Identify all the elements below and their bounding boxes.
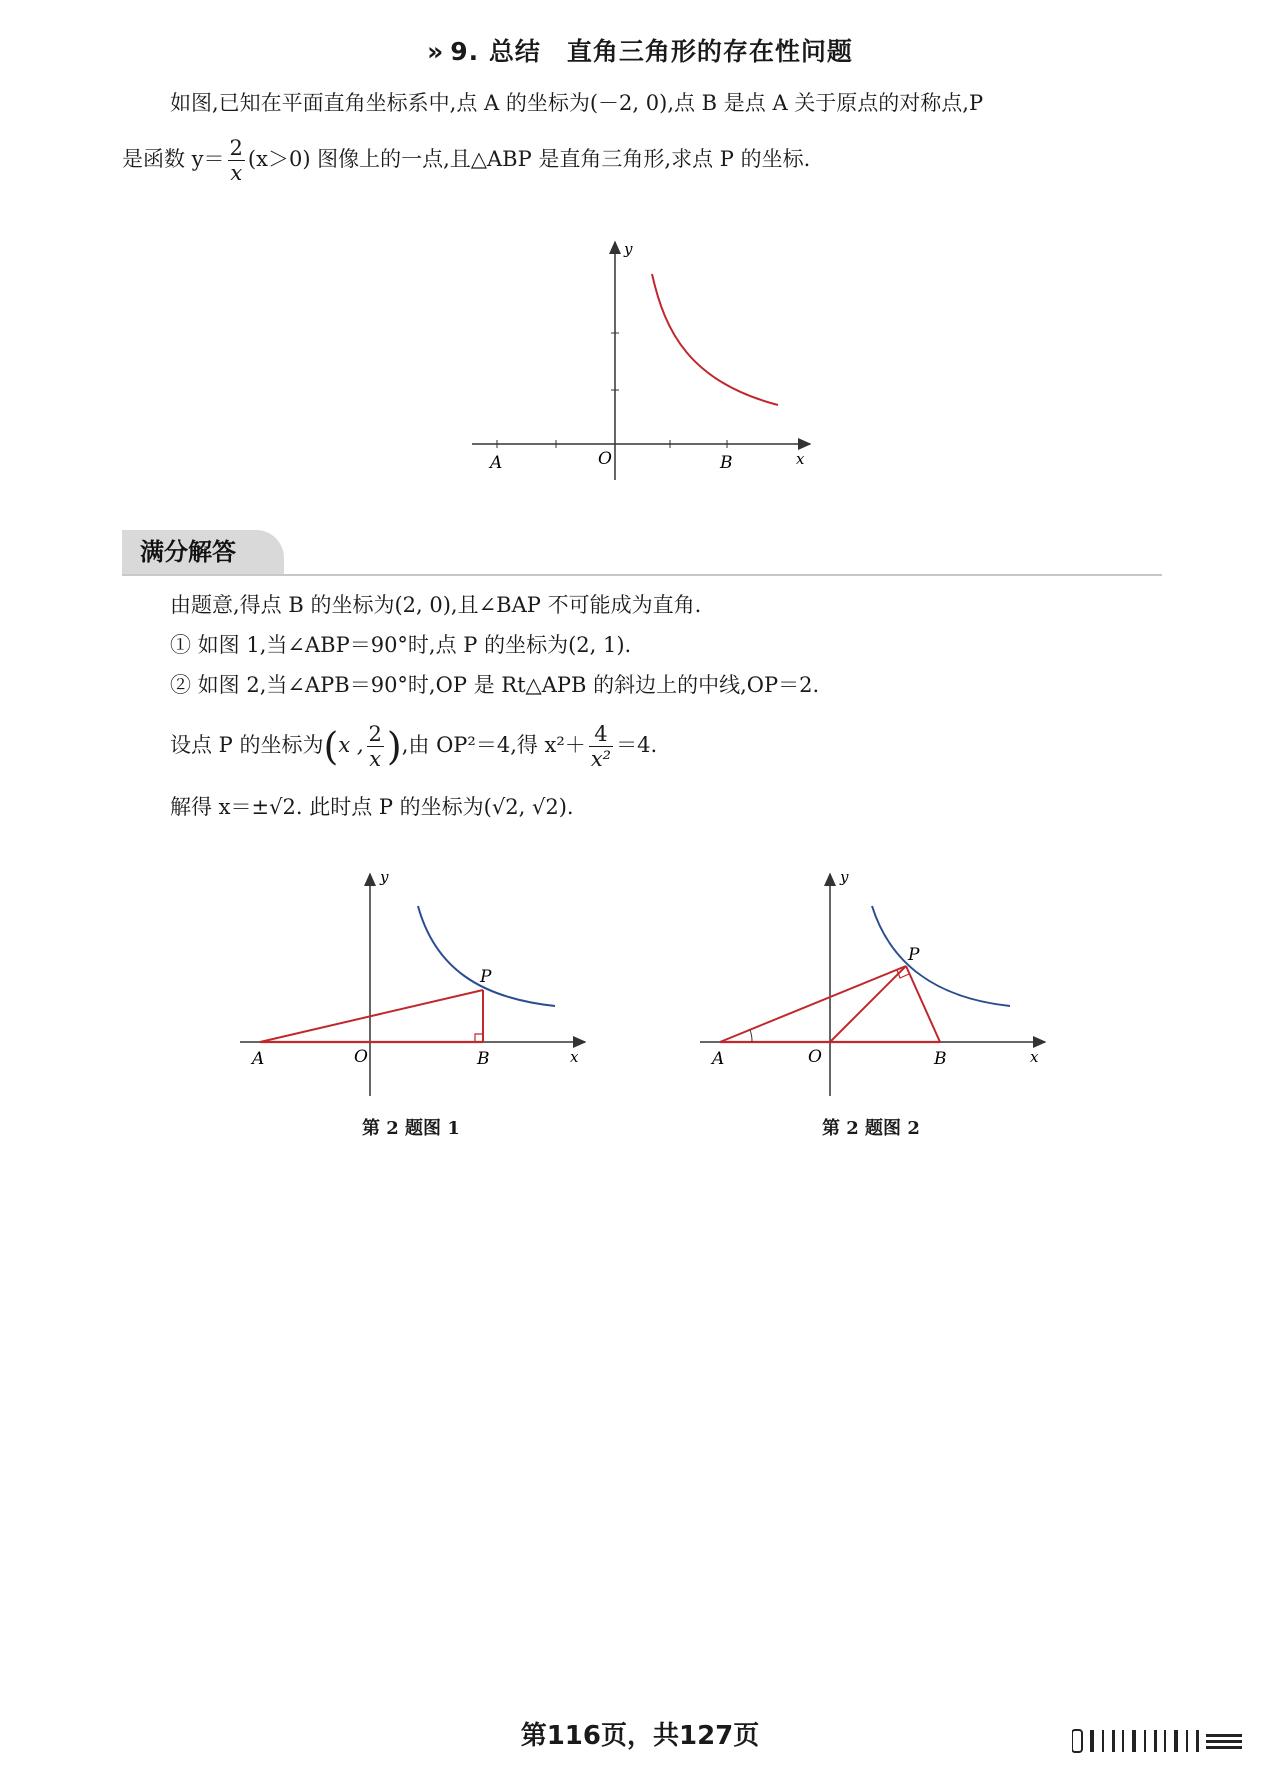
problem-figure bbox=[460, 232, 820, 492]
problem-line-2-post: (x＞0) 图像上的一点,且△ABP 是直角三角形,求点 P 的坐标. bbox=[247, 147, 811, 171]
right-angle-mark bbox=[897, 970, 909, 978]
point-a-label: A bbox=[252, 1049, 265, 1069]
right-angle-mark bbox=[475, 1034, 483, 1042]
side-ap bbox=[720, 966, 906, 1042]
y-label: y bbox=[840, 868, 849, 886]
section-divider bbox=[122, 574, 1162, 576]
fraction-numerator: 2 bbox=[229, 136, 243, 160]
fraction-denominator: x bbox=[369, 747, 382, 771]
chevron-icon: » bbox=[427, 37, 445, 66]
hyperbola-curve bbox=[652, 274, 778, 405]
origin-label: O bbox=[598, 449, 612, 469]
point-b-label: B bbox=[720, 453, 733, 473]
solution-line-4-post: ＝4. bbox=[616, 733, 658, 757]
barcode-icon bbox=[1072, 1728, 1252, 1754]
x-label: x bbox=[1030, 1048, 1039, 1066]
point-p-label: P bbox=[480, 967, 492, 987]
solution-line-5: 解得 x＝±√2. 此时点 P 的坐标为(√2, √2). bbox=[170, 795, 574, 819]
solution-line-4-mid: ,由 OP²＝4,得 x²＋ bbox=[401, 733, 586, 757]
problem-line-1: 如图,已知在平面直角坐标系中,点 A 的坐标为(－2, 0),点 B 是点 A 关于原点的对称点,P bbox=[170, 91, 984, 115]
solution-line-4-pre: 设点 P 的坐标为 bbox=[170, 733, 324, 757]
fraction-denominator: x bbox=[230, 161, 243, 185]
figure-2 bbox=[690, 868, 1060, 1100]
hyperbola-curve bbox=[418, 906, 555, 1006]
point-a-label: A bbox=[490, 453, 503, 473]
problem-line-2 bbox=[122, 136, 810, 185]
figure-2-caption: 第 2 题图 2 bbox=[822, 1118, 920, 1139]
segment-op bbox=[830, 966, 906, 1042]
point-b-label: B bbox=[934, 1049, 947, 1069]
title-text: 9. 总结 直角三角形的存在性问题 bbox=[450, 37, 853, 66]
fraction-numerator: 4 bbox=[589, 722, 613, 747]
point-b-label: B bbox=[477, 1049, 490, 1069]
x-label: x bbox=[796, 450, 805, 468]
fraction-2-over-x bbox=[228, 136, 245, 185]
page-number: 第116页，共127页 bbox=[520, 1721, 760, 1751]
section-header: 满分解答 bbox=[122, 530, 284, 574]
fraction-denominator: x² bbox=[590, 747, 612, 771]
point-p-label: P bbox=[908, 945, 920, 965]
figure-1-caption: 第 2 题图 1 bbox=[362, 1118, 460, 1139]
y-label: y bbox=[380, 868, 389, 886]
fraction-4-over-x2 bbox=[589, 722, 613, 771]
point-a-label: A bbox=[712, 1049, 725, 1069]
origin-label: O bbox=[808, 1047, 822, 1067]
solution-line-4-x: x , bbox=[338, 733, 364, 757]
y-label: y bbox=[624, 240, 633, 258]
solution-line-1: 由题意,得点 B 的坐标为(2, 0),且∠BAP 不可能成为直角. bbox=[170, 593, 702, 617]
fraction-numerator: 2 bbox=[368, 722, 382, 746]
figure-1 bbox=[230, 868, 600, 1100]
origin-label: O bbox=[354, 1047, 368, 1067]
x-label: x bbox=[570, 1048, 579, 1066]
hyperbola-curve bbox=[872, 906, 1010, 1006]
angle-arc bbox=[750, 1030, 752, 1042]
fraction-2-over-x-solution bbox=[367, 722, 384, 771]
solution-line-2: ① 如图 1,当∠ABP＝90°时,点 P 的坐标为(2, 1). bbox=[170, 633, 632, 657]
solution-line-4: 设点 P 的坐标为(x , $\frac{2}{x}$ ),由 OP²＝4,得 x²＋ $\frac{4}{\text{x²}}$ ＝4. bbox=[170, 722, 658, 771]
side-ap bbox=[260, 990, 483, 1042]
problem-line-2-pre: 是函数 y＝ bbox=[122, 147, 225, 171]
page-title bbox=[0, 32, 1280, 68]
solution-line-3: ② 如图 2,当∠APB＝90°时,OP 是 Rt△APB 的斜边上的中线,OP＝2. bbox=[170, 673, 820, 697]
